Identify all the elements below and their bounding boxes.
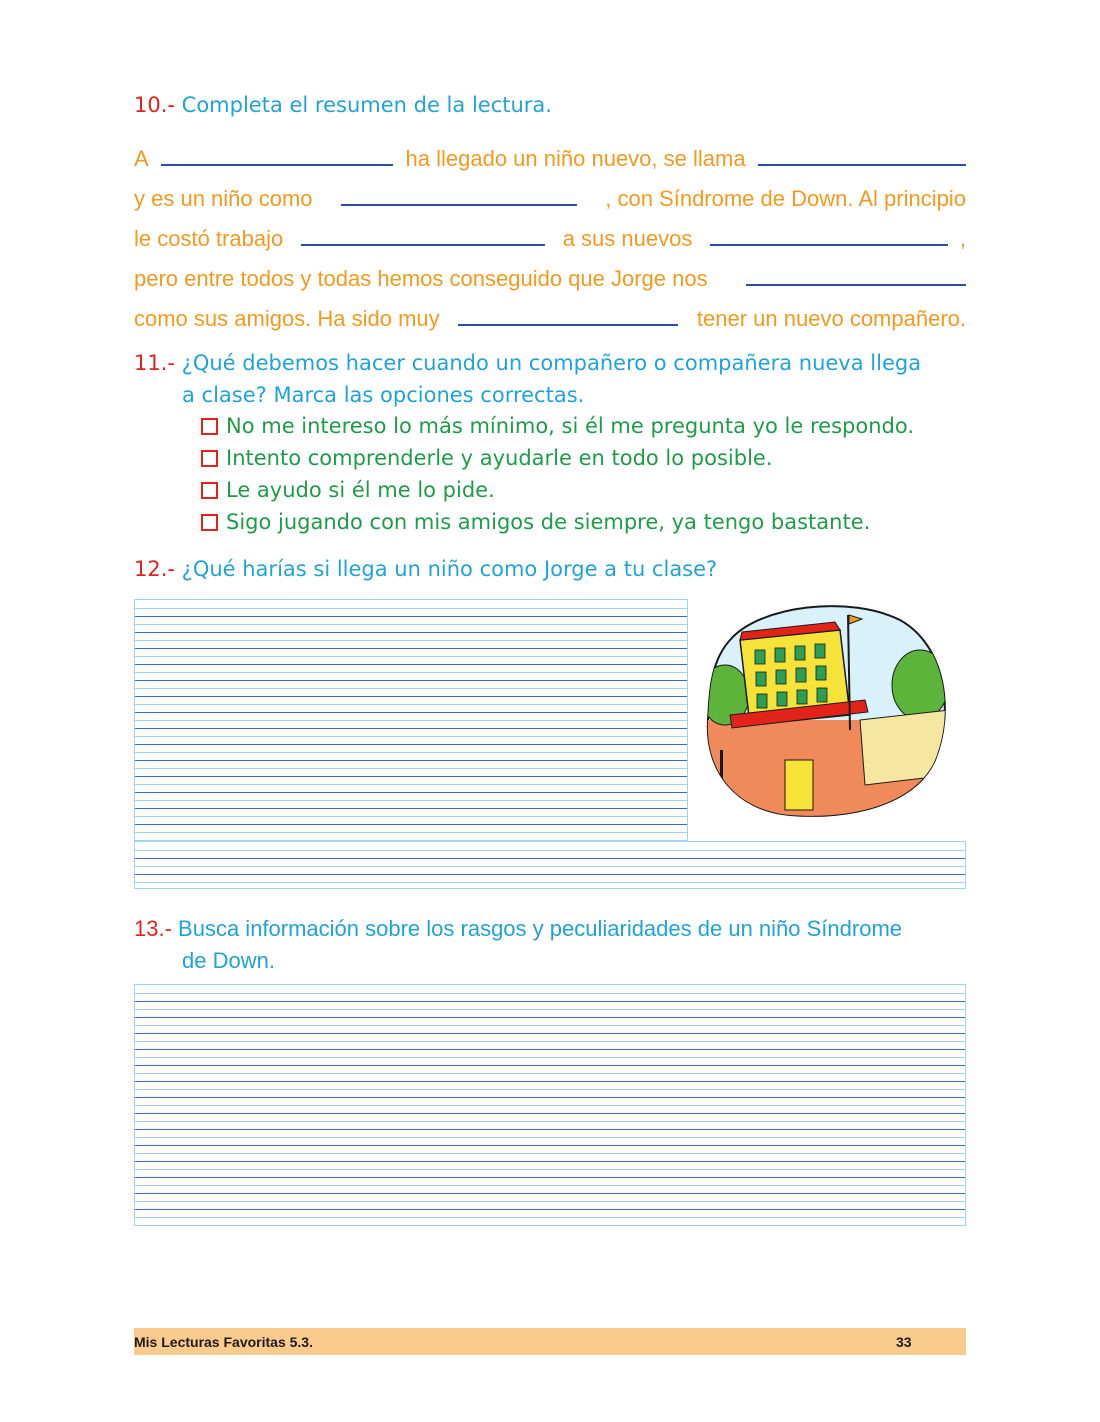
summary-text: le costó trabajo [134, 226, 284, 251]
question-text: ¿Qué harías si llega un niño como Jorge a tu clase? [181, 557, 718, 581]
ruled-line [135, 1129, 965, 1130]
question-number: 13.- [134, 916, 172, 941]
ruled-line [135, 728, 687, 729]
ruled-line [135, 1057, 965, 1058]
summary-line-2 [134, 178, 966, 218]
option-label: Le ayudo si él me lo pide. [226, 478, 495, 502]
question-12-heading [134, 553, 717, 585]
summary-text: pero entre todos y todas hemos conseguido que Jorge nos [134, 266, 708, 291]
page-number: 33 [896, 1334, 912, 1350]
ruled-line [135, 1169, 965, 1170]
ruled-line [135, 688, 687, 689]
option-label: Sigo jugando con mis amigos de siempre, ya tengo bastante. [226, 510, 871, 534]
ruled-line [135, 993, 965, 994]
ruled-line [135, 656, 687, 657]
ruled-line [135, 1145, 965, 1146]
ruled-line [135, 1065, 965, 1066]
ruled-line [135, 1137, 965, 1138]
book-title: Mis Lecturas Favoritas 5.3. [134, 1334, 313, 1350]
checkbox[interactable] [201, 482, 218, 499]
question-text: Busca información sobre los rasgos y peculiaridades de un niño Síndrome [178, 916, 903, 941]
ruled-line [135, 832, 687, 833]
ruled-line [135, 1049, 965, 1050]
summary-line-1 [134, 138, 966, 178]
summary-text: a sus nuevos [562, 226, 693, 251]
ruled-line [135, 664, 687, 665]
ruled-line [135, 624, 687, 625]
summary-text: tener un nuevo compañero. [696, 306, 966, 331]
page-footer [134, 1328, 966, 1355]
ruled-line [135, 1033, 965, 1034]
fill-blank[interactable] [746, 258, 966, 286]
summary-text: como sus amigos. Ha sido muy [134, 306, 440, 331]
ruled-line [135, 608, 687, 609]
fill-blank[interactable] [301, 218, 545, 246]
ruled-line [135, 1097, 965, 1098]
ruled-line [135, 1121, 965, 1122]
option-item [201, 474, 914, 506]
ruled-line [135, 776, 687, 777]
ruled-line [135, 1161, 965, 1162]
ruled-line [135, 1017, 965, 1018]
ruled-line [135, 648, 687, 649]
fill-blank[interactable] [341, 178, 577, 206]
ruled-line [135, 616, 687, 617]
question-number: 11.- [134, 351, 175, 375]
ruled-line [135, 1185, 965, 1186]
question-text: Completa el resumen de la lectura. [181, 93, 552, 117]
ruled-line [135, 1001, 965, 1002]
checkbox[interactable] [201, 418, 218, 435]
ruled-line [135, 874, 965, 875]
question-text: ¿Qué debemos hacer cuando un compañero o compañera nueva llega [181, 351, 922, 375]
ruled-line [135, 808, 687, 809]
ruled-line [135, 1177, 965, 1178]
writing-lines-area[interactable] [134, 841, 966, 889]
option-label: No me intereso lo más mínimo, si él me pregunta yo le respondo. [226, 414, 914, 438]
writing-lines-area[interactable] [134, 984, 966, 1226]
question-text-continued: a clase? Marca las opciones correctas. [182, 383, 585, 407]
ruled-line [135, 858, 965, 859]
ruled-line [135, 672, 687, 673]
ruled-line [135, 1041, 965, 1042]
school-building-illustration [700, 600, 950, 820]
ruled-line [135, 744, 687, 745]
ruled-line [135, 1209, 965, 1210]
ruled-line [135, 632, 687, 633]
question-11-heading [134, 347, 964, 411]
ruled-line [135, 1217, 965, 1218]
question-number: 12.- [134, 557, 175, 581]
fill-blank[interactable] [710, 218, 948, 246]
answer-options [201, 410, 914, 538]
option-item [201, 506, 914, 538]
summary-text: , con Síndrome de Down. Al principio [605, 186, 966, 211]
ruled-line [135, 824, 687, 825]
ruled-line [135, 720, 687, 721]
summary-line-5 [134, 298, 966, 338]
ruled-line [135, 882, 965, 883]
summary-text: y es un niño como [134, 186, 313, 211]
summary-text: ha llegado un niño nuevo, se llama [405, 146, 746, 171]
writing-lines-area[interactable] [134, 599, 688, 841]
ruled-line [135, 1193, 965, 1194]
ruled-line [135, 704, 687, 705]
ruled-line [135, 768, 687, 769]
ruled-line [135, 850, 965, 851]
ruled-line [135, 640, 687, 641]
ruled-line [135, 1025, 965, 1026]
checkbox[interactable] [201, 450, 218, 467]
ruled-line [135, 866, 965, 867]
ruled-line [135, 1153, 965, 1154]
fill-blank[interactable] [758, 138, 966, 166]
question-number: 10.- [134, 93, 175, 117]
ruled-line [135, 784, 687, 785]
question-13-heading [134, 913, 974, 977]
ruled-line [135, 1113, 965, 1114]
ruled-line [135, 792, 687, 793]
option-label: Intento comprenderle y ayudarle en todo lo posible. [226, 446, 773, 470]
summary-line-3 [134, 218, 966, 258]
ruled-line [135, 1081, 965, 1082]
ruled-line [135, 680, 687, 681]
question-10-heading [134, 89, 552, 121]
ruled-line [135, 696, 687, 697]
ruled-line [135, 1009, 965, 1010]
ruled-line [135, 800, 687, 801]
summary-line-4 [134, 258, 966, 298]
option-item [201, 442, 914, 474]
option-item [201, 410, 914, 442]
ruled-line [135, 760, 687, 761]
ruled-line [135, 816, 687, 817]
summary-text: A [134, 146, 149, 171]
fill-blank[interactable] [458, 298, 678, 326]
checkbox[interactable] [201, 514, 218, 531]
summary-text: , [959, 226, 966, 251]
ruled-line [135, 1105, 965, 1106]
summary-fill-in [134, 138, 966, 338]
ruled-line [135, 1089, 965, 1090]
ruled-line [135, 752, 687, 753]
ruled-line [135, 736, 687, 737]
ruled-line [135, 712, 687, 713]
fill-blank[interactable] [161, 138, 393, 166]
question-text-continued: de Down. [182, 948, 275, 973]
ruled-line [135, 1201, 965, 1202]
ruled-line [135, 1073, 965, 1074]
